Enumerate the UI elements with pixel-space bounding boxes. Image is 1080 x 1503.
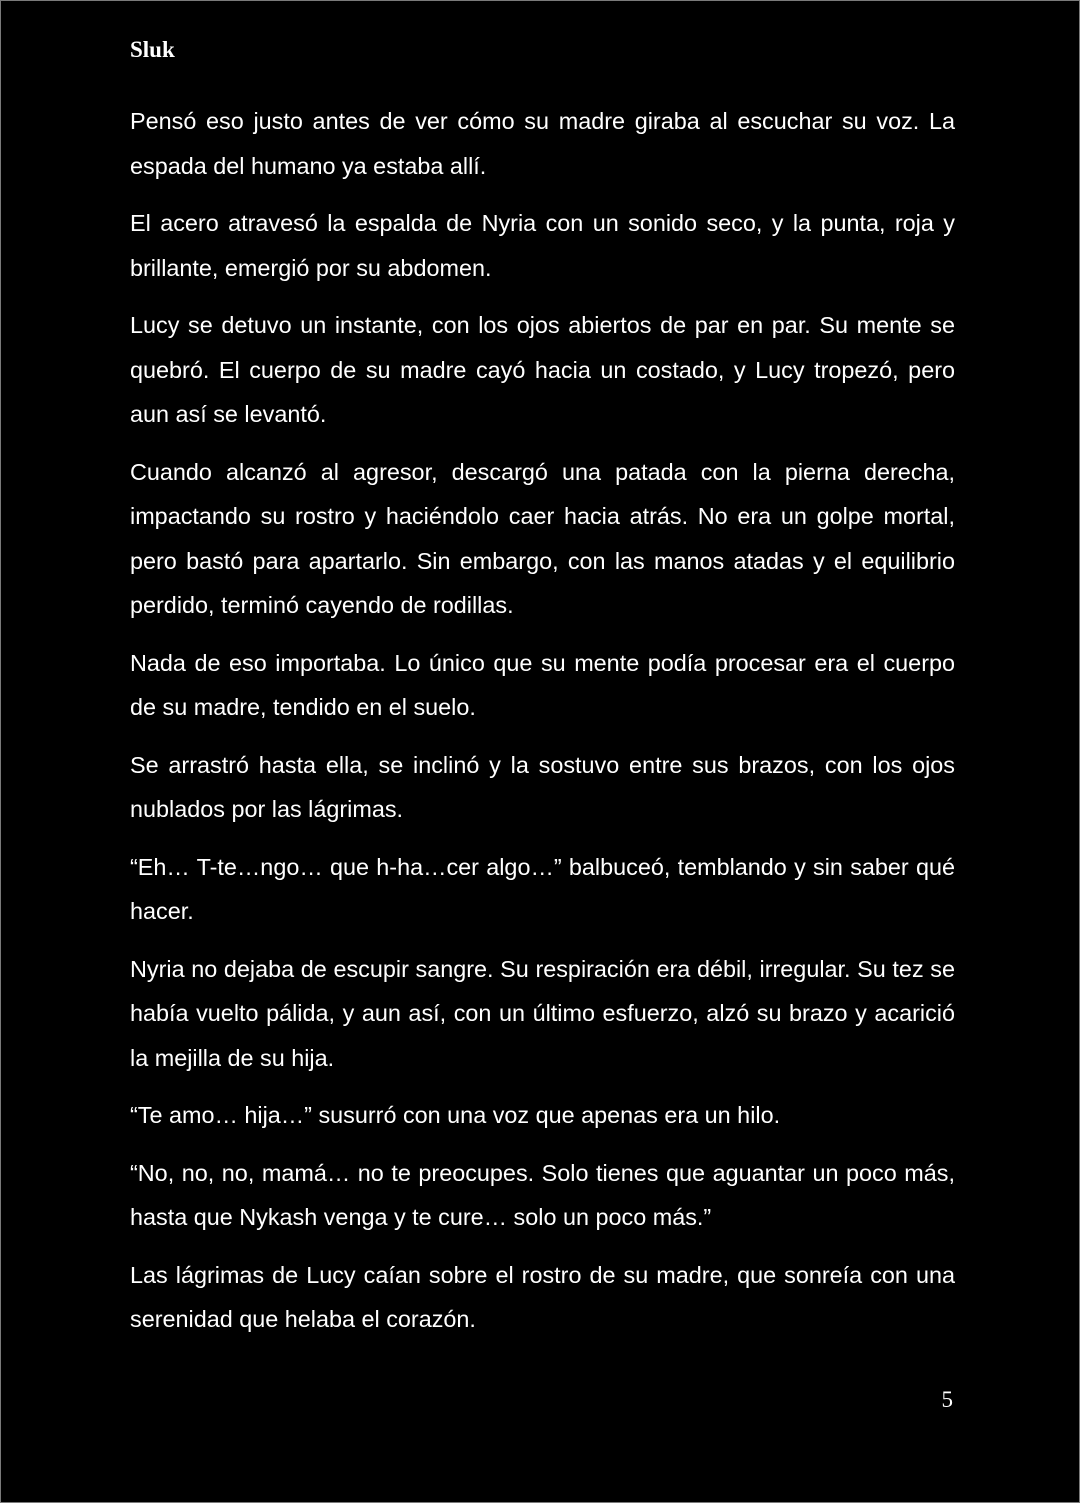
page-body: [130, 99, 955, 1355]
page-number: 5: [941, 1387, 953, 1412]
paragraph: “Eh… T-te…ngo… que h-ha…cer algo…” balbuceó, temblando y sin saber qué hacer.: [130, 853, 955, 924]
paragraph: Nada de eso importaba. Lo único que su mente podía procesar era el cuerpo de su madre, tendido en el suelo.: [130, 649, 955, 720]
running-header: Sluk: [130, 37, 175, 62]
paragraph: Las lágrimas de Lucy caían sobre el rostro de su madre, que sonreía con una serenidad que helaba el corazón.: [130, 1261, 955, 1332]
paragraph: “Te amo… hija…” susurró con una voz que apenas era un hilo.: [130, 1102, 781, 1128]
paragraph: El acero atravesó la espalda de Nyria con un sonido seco, y la punta, roja y brillante, emergió por su abdomen.: [130, 210, 955, 281]
paragraph: Lucy se detuvo un instante, con los ojos abiertos de par en par. Su mente se quebró. El cuerpo de su madre cayó hacia un costado, y Lucy tropezó, pero aun así se levantó.: [130, 312, 955, 427]
paragraph: “No, no, no, mamá… no te preocupes. Solo tienes que aguantar un poco más, hasta que Nykash venga y te cure… solo un poco más.”: [130, 1159, 955, 1230]
paragraph: Cuando alcanzó al agresor, descargó una patada con la pierna derecha, impactando su rostro y haciéndolo caer hacia atrás. No era un golpe mortal, pero bastó para apartarlo. Sin embargo, con las manos atadas y el equilibrio perdido, terminó cayendo de rodillas.: [130, 458, 955, 618]
paragraph: Nyria no dejaba de escupir sangre. Su respiración era débil, irregular. Su tez se había vuelto pálida, y aun así, con un último esfuerzo, alzó su brazo y acarició la mejilla de su hija.: [130, 955, 955, 1071]
paragraph: Se arrastró hasta ella, se inclinó y la sostuvo entre sus brazos, con los ojos nublados por las lágrimas.: [130, 751, 955, 822]
paragraph: Pensó eso justo antes de ver cómo su madre giraba al escuchar su voz. La espada del humano ya estaba allí.: [130, 108, 955, 179]
